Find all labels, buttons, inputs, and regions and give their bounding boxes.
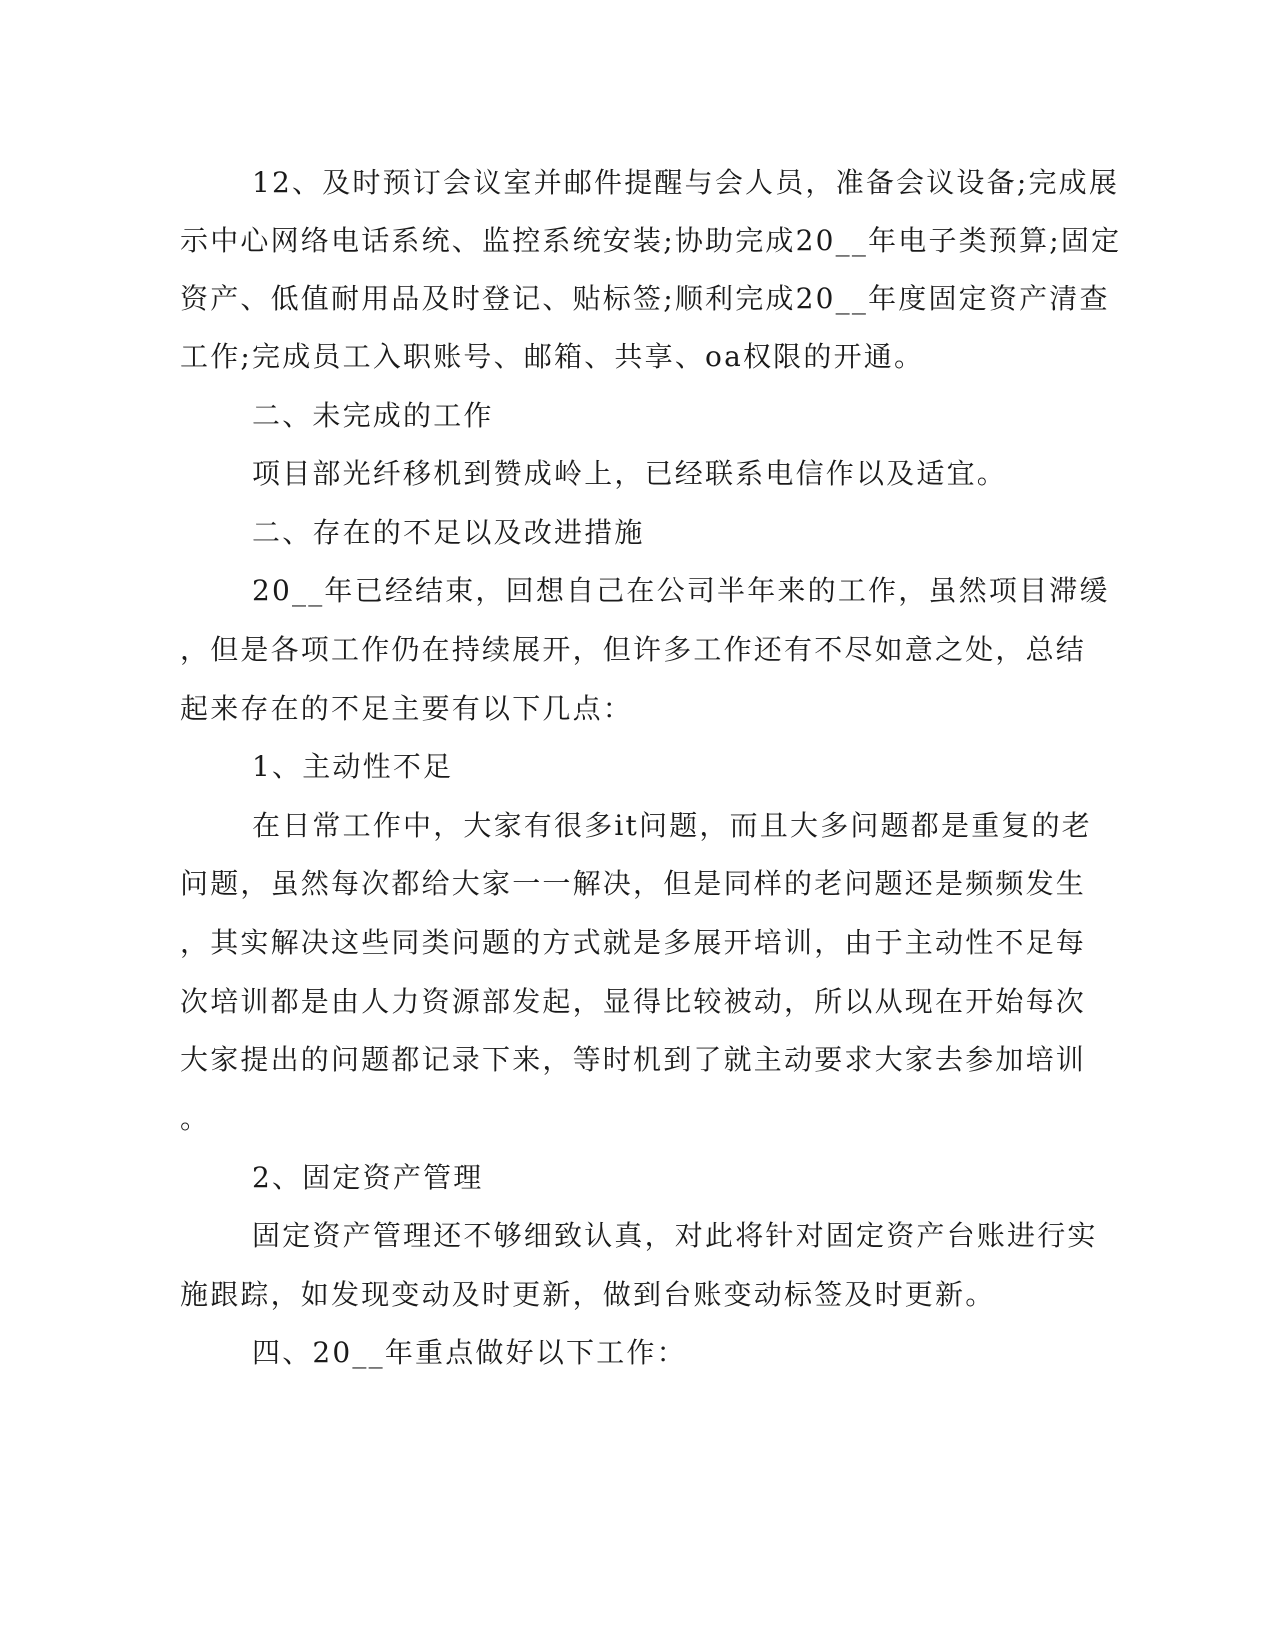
paragraph-line: 次培训都是由人力资源部发起，显得比较被动，所以从现在开始每次 xyxy=(180,985,1087,1018)
paragraph-line: 工作;完成员工入职账号、邮箱、共享、oa权限的开通。 xyxy=(180,340,925,373)
subsection-heading: 2、固定资产管理 xyxy=(252,1161,484,1194)
paragraph-line: 20__年已经结束，回想自己在公司半年来的工作，虽然项目滞缓 xyxy=(252,574,1110,607)
paragraph-line: 。 xyxy=(180,1102,211,1135)
paragraph-line: 在日常工作中，大家有很多it问题，而且大多问题都是重复的老 xyxy=(252,809,1093,842)
paragraph-line: ，其实解决这些同类问题的方式就是多展开培训，由于主动性不足每 xyxy=(180,926,1087,959)
section-heading: 二、存在的不足以及改进措施 xyxy=(252,516,645,549)
paragraph-line: 问题，虽然每次都给大家一一解决，但是同样的老问题还是频频发生 xyxy=(180,867,1087,900)
paragraph-line: 示中心网络电话系统、监控系统安装;协助完成20__年电子类预算;固定 xyxy=(180,224,1122,257)
paragraph-line: 项目部光纤移机到赞成岭上，已经联系电信作以及适宜。 xyxy=(252,457,1008,490)
paragraph-line: 12、及时预订会议室并邮件提醒与会人员，准备会议设备;完成展 xyxy=(252,166,1120,199)
paragraph-line: 资产、低值耐用品及时登记、贴标签;顺利完成20__年度固定资产清查 xyxy=(180,282,1110,315)
paragraph-line: 起来存在的不足主要有以下几点： xyxy=(180,692,634,725)
section-heading: 二、未完成的工作 xyxy=(252,399,494,432)
paragraph-line: ，但是各项工作仍在持续展开，但许多工作还有不尽如意之处，总结 xyxy=(180,633,1087,666)
subsection-heading: 1、主动性不足 xyxy=(252,750,454,783)
paragraph-line: 固定资产管理还不够细致认真，对此将针对固定资产台账进行实 xyxy=(252,1219,1098,1252)
paragraph-line: 大家提出的问题都记录下来，等时机到了就主动要求大家去参加培训 xyxy=(180,1043,1087,1076)
section-heading: 四、20__年重点做好以下工作： xyxy=(252,1336,687,1369)
paragraph-line: 施跟踪，如发现变动及时更新，做到台账变动标签及时更新。 xyxy=(180,1278,996,1311)
